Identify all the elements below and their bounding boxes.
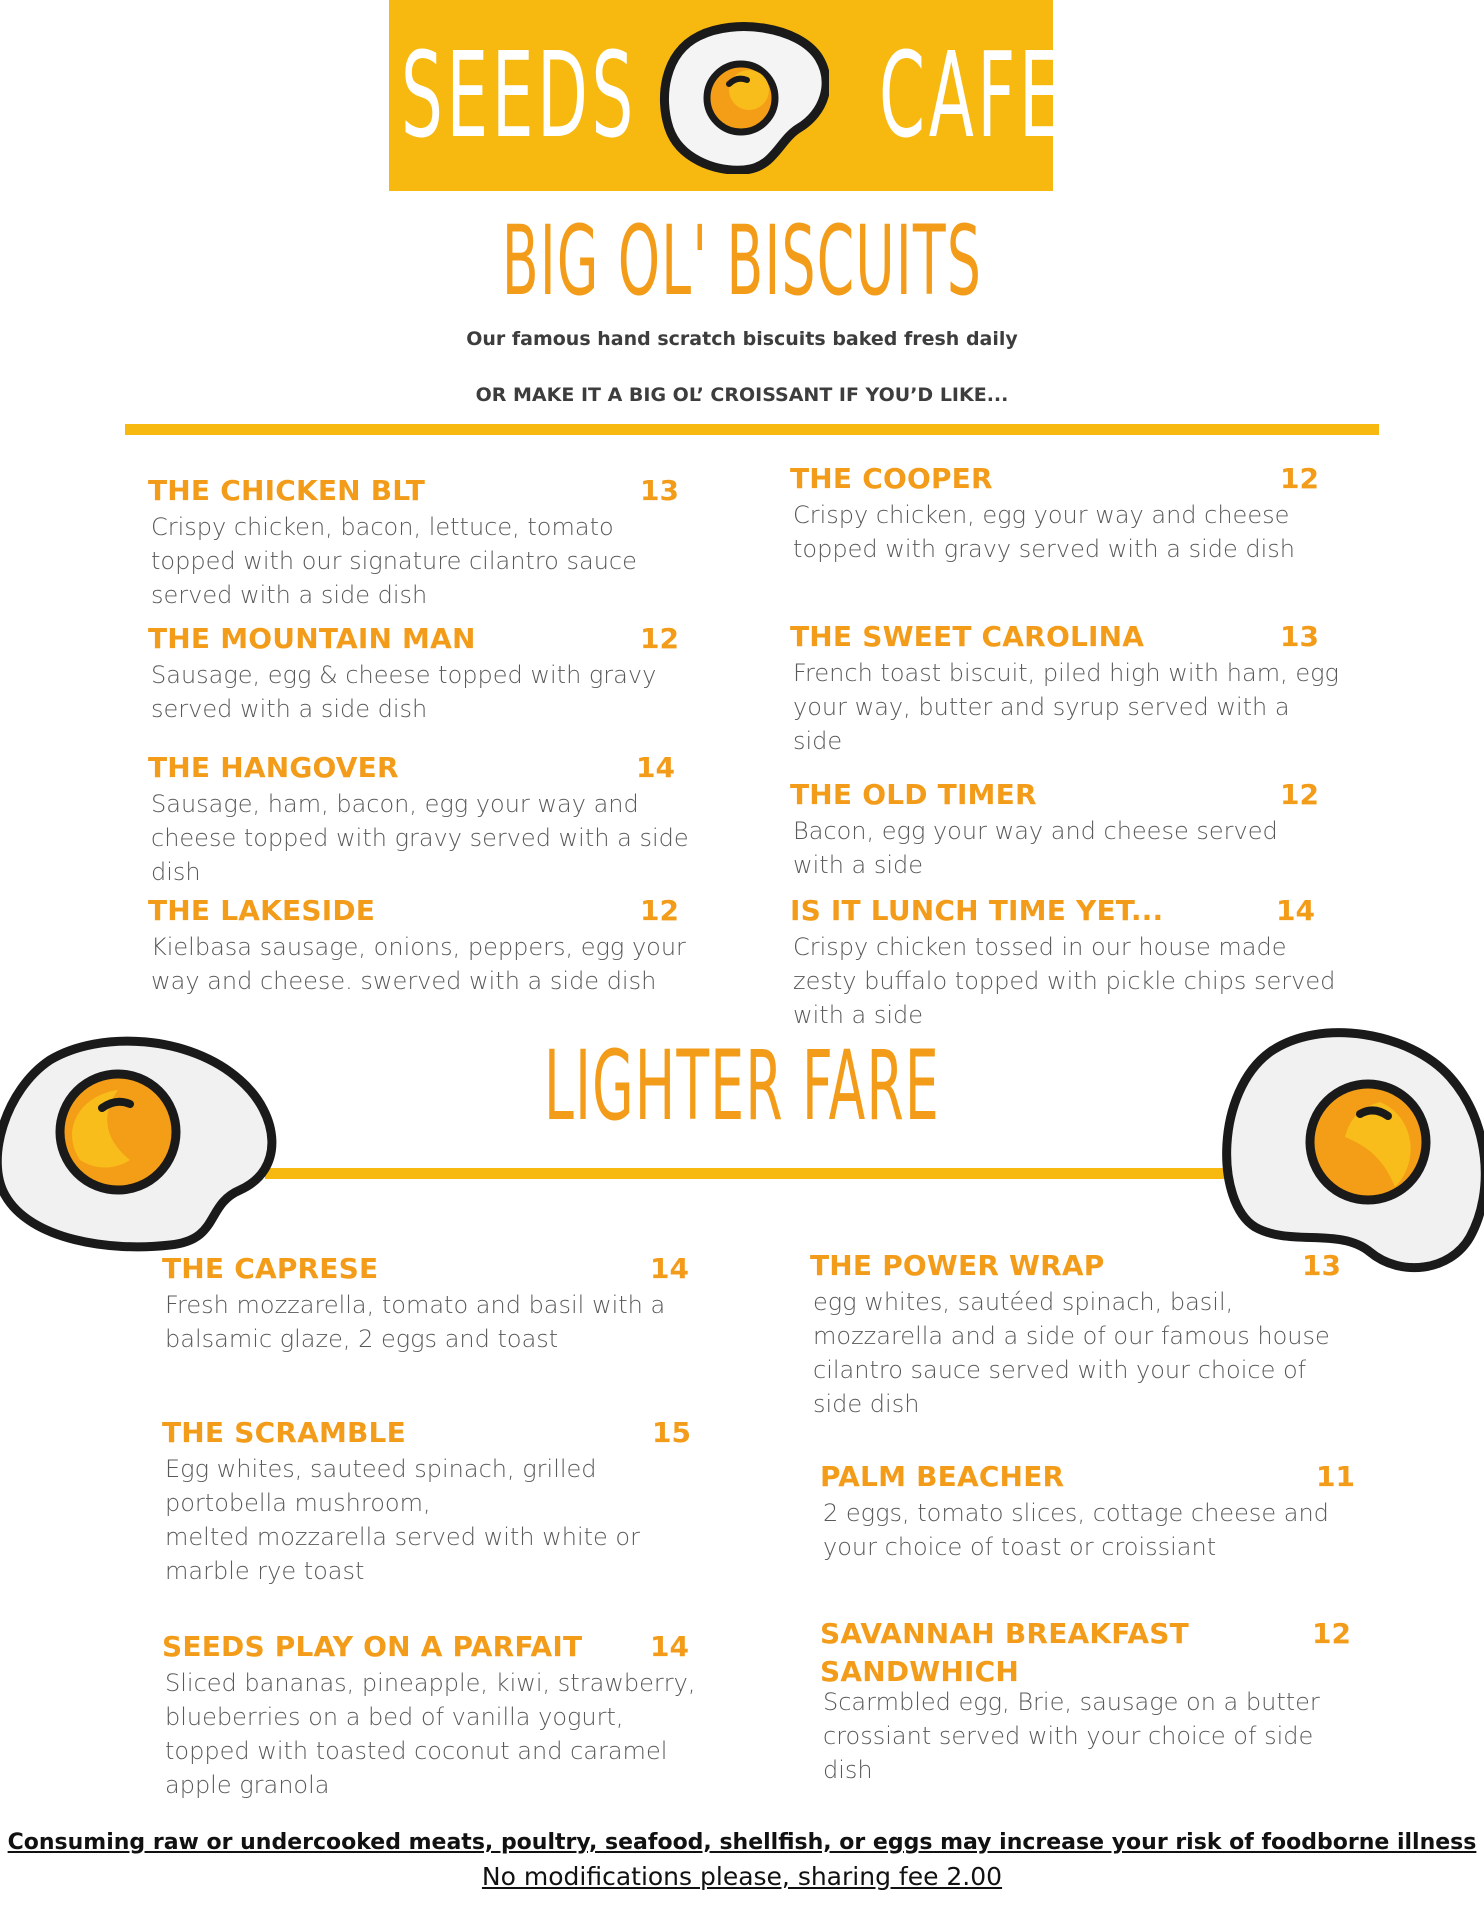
menu-item	[148, 472, 708, 612]
menu-item-description: Crispy chicken, bacon, lettuce, tomato topped with our signature cilantro sauce served with a side dish	[151, 513, 637, 609]
menu-item-description: Crispy chicken, egg your way and cheese topped with gravy served with a side dish	[793, 501, 1296, 563]
menu-item-name: IS IT LUNCH TIME YET...	[790, 894, 1164, 927]
menu-item-name: THE MOUNTAIN MAN	[148, 622, 476, 655]
menu-item-name: SEEDS PLAY ON A PARFAIT	[162, 1630, 583, 1663]
menu-item-name: THE COOPER	[790, 462, 993, 495]
menu-item-description: Fresh mozzarella, tomato and basil with a balsamic glaze, 2 eggs and toast	[165, 1291, 666, 1353]
menu-item-name: THE HANGOVER	[148, 751, 399, 784]
section-divider	[265, 1168, 1235, 1179]
section-title-lighter-fare: LIGHTER FARE	[544, 1030, 940, 1142]
menu-item-name: PALM BEACHER	[820, 1460, 1065, 1493]
section-divider	[125, 424, 1379, 435]
biscuits-note: OR MAKE IT A BIG OL’ CROISSANT IF YOU’D LIKE...	[475, 384, 1009, 406]
section-title-biscuits: BIG OL' BISCUITS	[501, 205, 983, 317]
policy-note: No modifications please, sharing fee 2.00	[481, 1862, 1003, 1891]
menu-item	[820, 1458, 1380, 1564]
menu-item-description: French toast biscuit, piled high with ham, egg your way, butter and syrup served with a side	[793, 659, 1339, 755]
menu-item-price: 14	[1276, 894, 1315, 927]
fried-egg-icon	[659, 18, 829, 174]
menu-item-price: 12	[640, 622, 679, 655]
cafe-name-right: CAFE	[879, 26, 1065, 164]
menu-item-description: Sausage, ham, bacon, egg your way and cheese topped with gravy served with a side dish	[151, 790, 689, 886]
fried-egg-icon	[1210, 1022, 1484, 1282]
menu-item-description: Bacon, egg your way and cheese served with a side	[793, 817, 1278, 879]
menu-item-name: THE POWER WRAP	[810, 1249, 1105, 1282]
menu-item	[810, 1247, 1370, 1421]
menu-item-name: THE OLD TIMER	[790, 778, 1037, 811]
menu-item	[790, 892, 1350, 1032]
menu-item-description: Egg whites, sauteed spinach, grilled portobella mushroom, melted mozzarella served with white or marble rye toast	[165, 1455, 640, 1585]
menu-item-description: Sliced bananas, pineapple, kiwi, strawberry, blueberries on a bed of vanilla yogurt, topped with toasted coconut and caramel apple granola	[165, 1669, 696, 1799]
menu-item	[148, 892, 708, 998]
menu-item-price: 14	[650, 1630, 689, 1663]
menu-item-price: 14	[636, 751, 675, 784]
menu-item-description: Scarmbled egg, Brie, sausage on a butter crossiant served with your choice of side dish	[823, 1688, 1320, 1784]
menu-item-name: THE SCRAMBLE	[162, 1416, 406, 1449]
menu-item-price: 12	[640, 894, 679, 927]
menu-item-price: 13	[1280, 620, 1319, 653]
menu-item-name: THE CHICKEN BLT	[148, 474, 426, 507]
menu-item	[790, 618, 1350, 758]
menu-item-name: SAVANNAH BREAKFAST SANDWHICH	[820, 1617, 1189, 1688]
menu-item	[148, 749, 708, 889]
biscuits-subtitle: Our famous hand scratch biscuits baked fresh daily	[466, 328, 1018, 350]
header-banner	[389, 0, 1065, 191]
menu-item-description: 2 eggs, tomato slices, cottage cheese and your choice of toast or croissiant	[823, 1499, 1329, 1561]
menu-item-description: Crispy chicken tossed in our house made zesty buffalo topped with pickle chips served with a side	[793, 933, 1336, 1029]
menu-item-name: THE CAPRESE	[162, 1252, 379, 1285]
menu-item-price: 11	[1316, 1460, 1355, 1493]
menu-item	[162, 1628, 722, 1802]
menu-item	[790, 776, 1350, 882]
menu-item-description: Kielbasa sausage, onions, peppers, egg your way and cheese. swerved with a side dish	[151, 933, 686, 995]
menu-item-price: 13	[640, 474, 679, 507]
menu-item	[820, 1615, 1380, 1787]
menu-item-price: 12	[1280, 462, 1319, 495]
menu-item-price: 15	[652, 1416, 691, 1449]
menu-item-price: 14	[650, 1252, 689, 1285]
menu-item	[148, 620, 708, 726]
menu-item-name: THE LAKESIDE	[148, 894, 376, 927]
cafe-name-left: SEEDS	[401, 26, 638, 164]
menu-item-description: egg whites, sautéed spinach, basil, mozzarella and a side of our famous house cilantro sauce served with your choice of side dish	[813, 1288, 1330, 1418]
fried-egg-icon	[0, 1020, 290, 1260]
allergy-warning: Consuming raw or undercooked meats, poultry, seafood, shellfish, or eggs may increase your risk of foodborne illness	[7, 1830, 1477, 1855]
menu-item-price: 12	[1280, 778, 1319, 811]
menu-item	[790, 460, 1350, 566]
menu-item-description: Sausage, egg & cheese topped with gravy served with a side dish	[151, 661, 657, 723]
menu-item-price: 13	[1302, 1249, 1341, 1282]
menu-item-price: 12	[1312, 1617, 1351, 1650]
menu-item	[162, 1414, 722, 1588]
menu-item	[162, 1250, 722, 1356]
menu-item-name: THE SWEET CAROLINA	[790, 620, 1145, 653]
